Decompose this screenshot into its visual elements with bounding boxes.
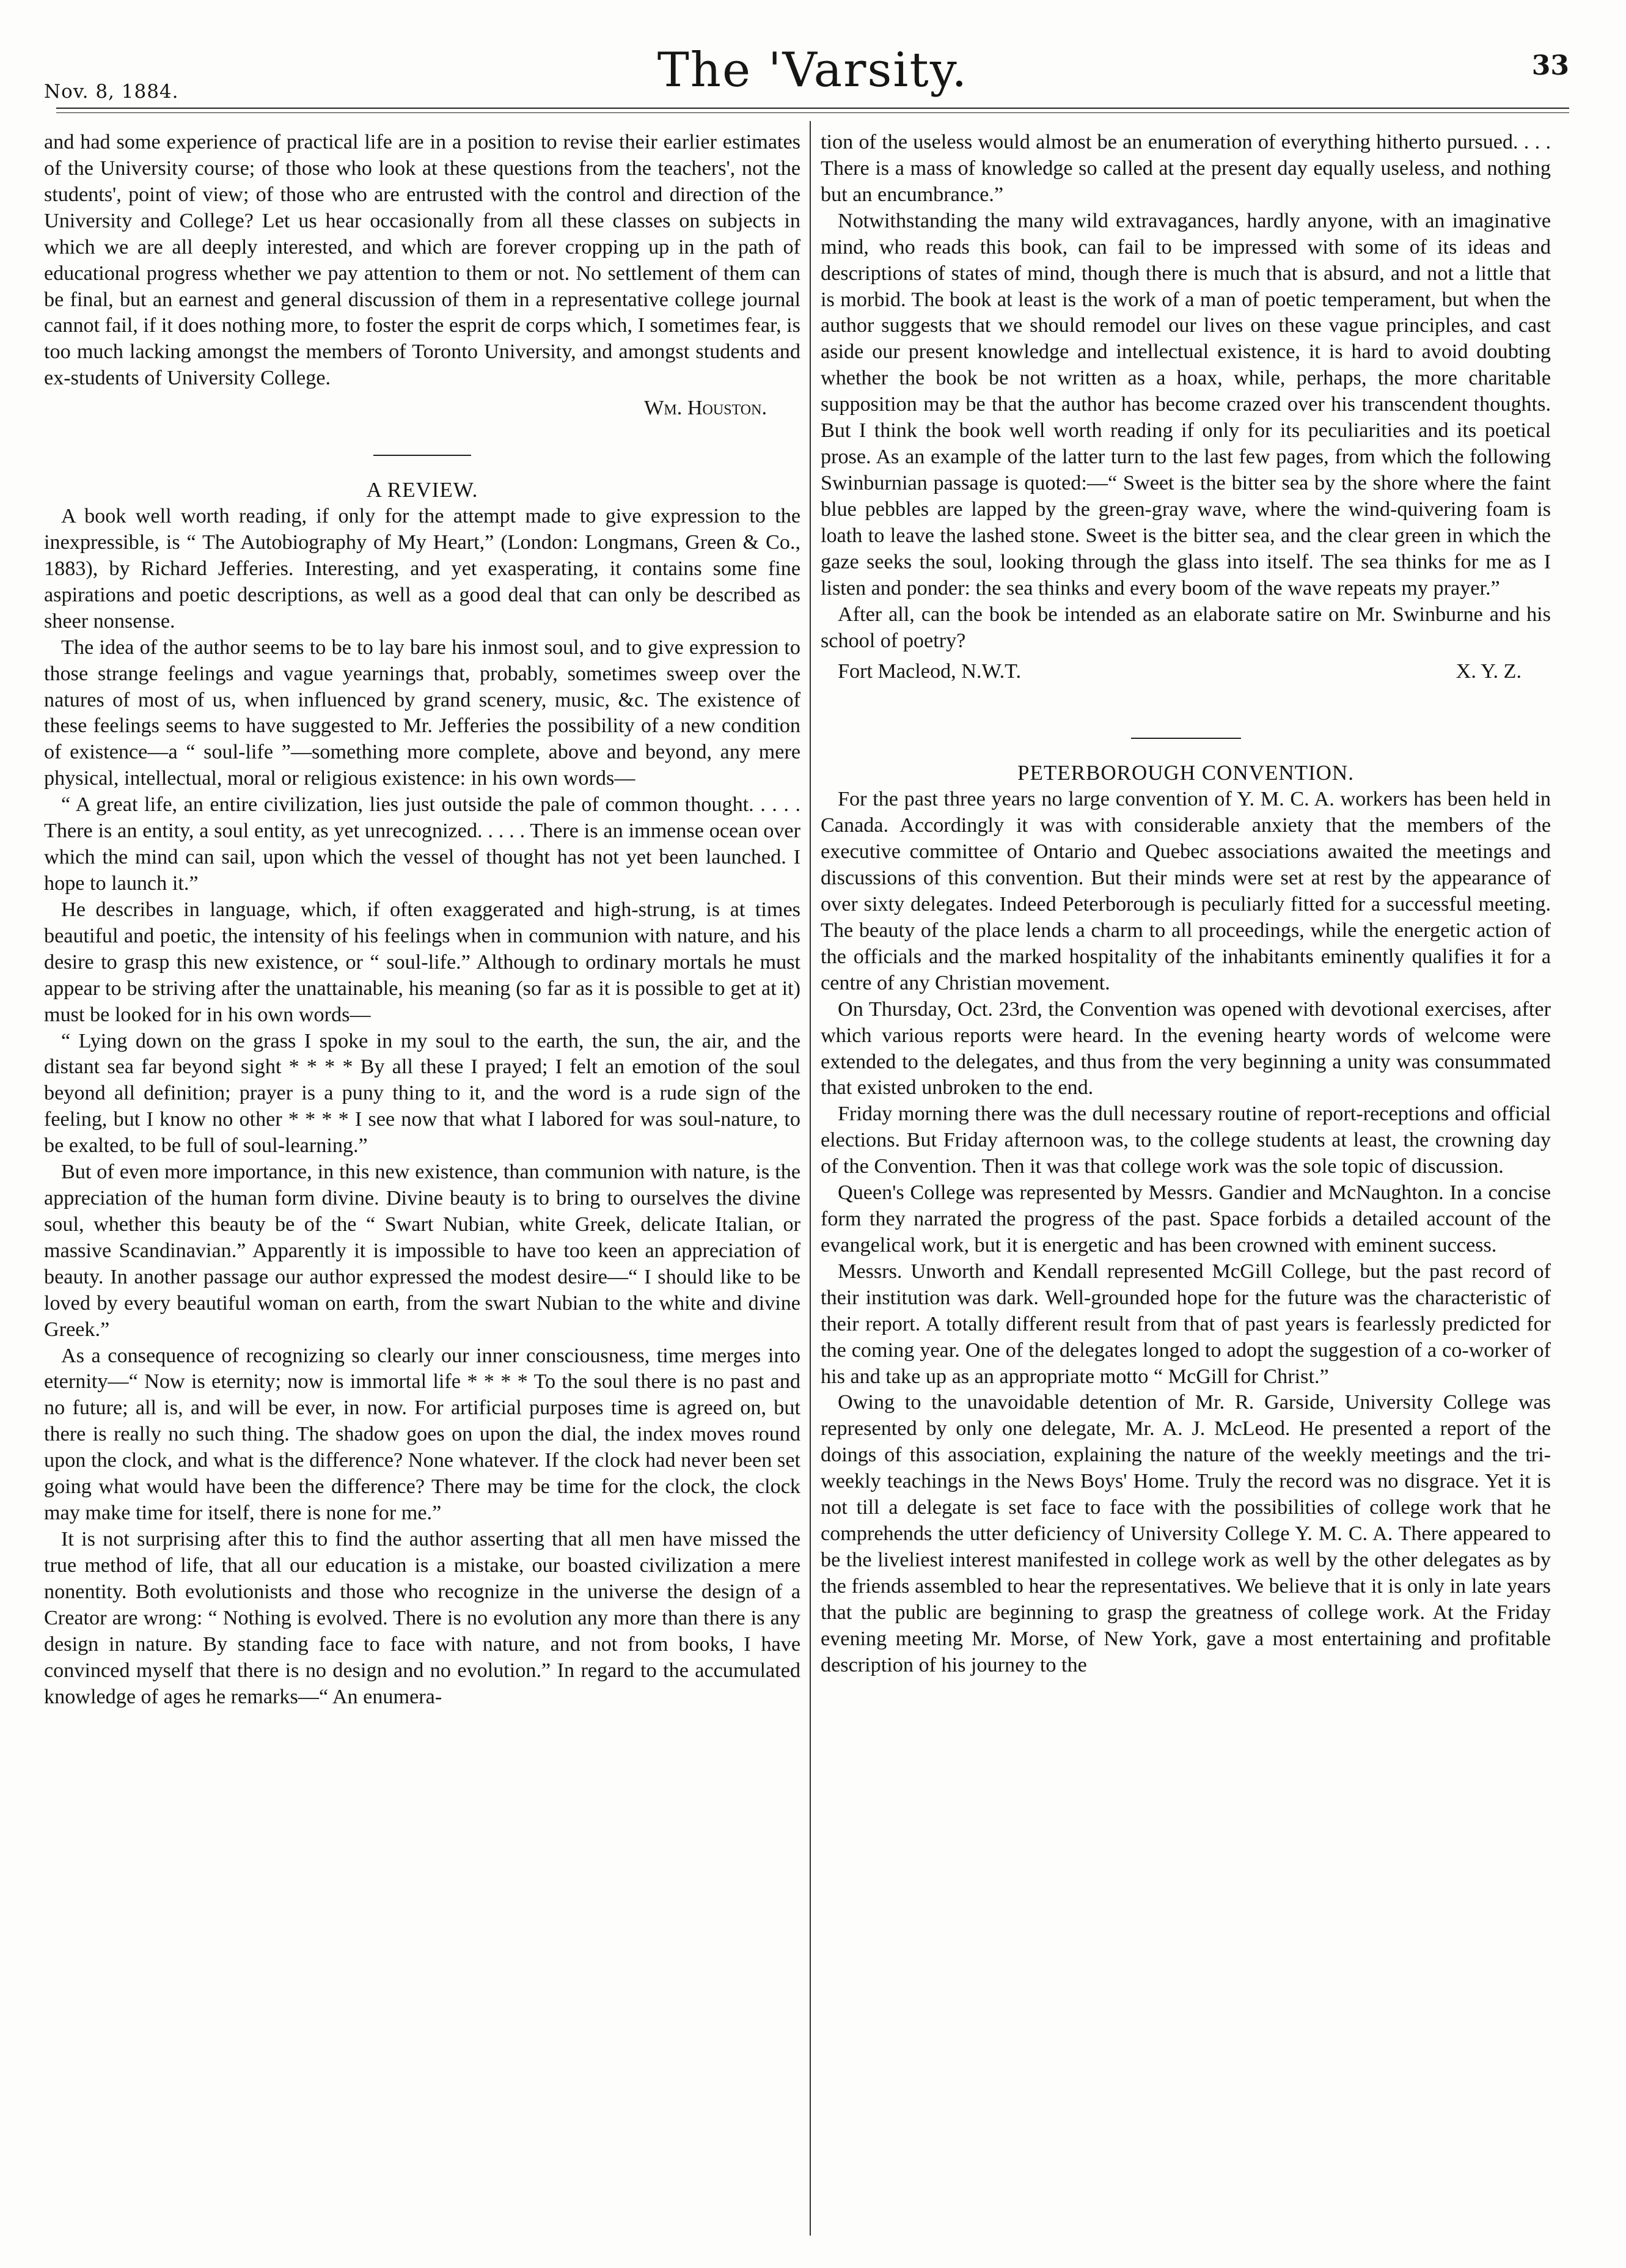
- header-rule-top: [56, 108, 1569, 109]
- review-paragraph: The idea of the author seems to be to lay bare his inmost soul, and to give expression to those strange feelings and vague yearnings that, probably, sometimes sweep over the natures of most of us, when influenced by grand scenery, music, &c. The existence of these feelings seems to have suggested to Mr. Jefferies the possibility of a new condition of existence—a “ soul-life ”—something more complete, above and beyond, any mere physical, intellectual, moral or religious existence: in his own words—: [44, 636, 800, 790]
- article-continuation: and had some experience of practical life are in a position to revise their earlier estimates of the University course; of those who look at these questions from the teachers', not the students', point of view; of those who are entrusted with the control and direction of the University and College? Let us hear occasionally from all these classes on subjects in which we are all deeply interested, and which are forever cropping up in the path of educational progress whether we pay attention to them or not. No settlement of them can be final, but an earnest and general discussion of them in a representative college journal cannot fail, if it does nothing more, to foster the esprit de corps which, I sometimes fear, is too much lacking amongst the members of Toronto University, and amongst students and ex-students of University College.: [44, 131, 800, 390]
- review-paragraph: A book well worth reading, if only for the attempt made to give expression to the inexpressible, is “ The Autobiography of My Heart,” (London: Longmans, Green & Co., 1883), by Richard Jefferies. Interesting, and yet exasperating, it contains some fine aspirations and poetic descriptions, as well as a good deal that can only be described as sheer nonsense.: [44, 505, 800, 633]
- left-column: [44, 130, 800, 1710]
- review-paragraph: He describes in language, which, if often exaggerated and high-strung, is at times beautiful and poetic, the intensity of his feelings when in communion with nature, and his desire to grasp this new existence, or “ soul-life.” Although to ordinary mortals he must appear to be striving after the unattainable, his meaning (so far as it is possible to get at it) must be looked for in his own words—: [44, 898, 800, 1026]
- convention-paragraph: Queen's College was represented by Messrs. Gandier and McNaughton. In a concise form they narrated the progress of the past. Space forbids a detailed account of the evangelical work, but it is energetic and has been crowned with eminent success.: [821, 1181, 1551, 1257]
- column-divider: [810, 121, 811, 2236]
- review-heading: A REVIEW.: [366, 478, 478, 502]
- review-paragraph: After all, can the book be intended as an elaborate satire on Mr. Swinburne and his school of poetry?: [821, 603, 1551, 652]
- masthead: [44, 37, 1569, 104]
- convention-paragraph: Friday morning there was the dull necessary routine of report-receptions and official elections. But Friday afternoon was, to the college students at least, the crowning day of the Convention. Then it was that college work was the sole topic of discussion.: [821, 1103, 1551, 1178]
- convention-paragraph: For the past three years no large convention of Y. M. C. A. workers has been held in Canada. Accordingly it was with considerable anxiety that the members of the executive committee of Ontario and Quebec associations awaited the meetings and discussions of this convention. But their minds were set at rest by the appearance of over sixty delegates. Indeed Peterborough is peculiarly fitted for a successful meeting. The beauty of the place lends a charm to all proceedings, while the energetic action of the officials and the marked hospitality of the inhabitants eminently qualifies it for a centre of any Christian movement.: [821, 788, 1551, 994]
- convention-paragraph: Messrs. Unworth and Kendall represented McGill College, but the past record of their institution was dark. Well-grounded hope for the future was the characteristic of their report. A totally different result from that of past years is fearlessly predicted for the coming year. One of the delegates longed to adopt the suggestion of a co-worker of his and take up as an appropriate motto “ McGill for Christ.”: [821, 1260, 1551, 1388]
- review-paragraph: Notwithstanding the many wild extravagances, hardly anyone, with an imaginative mind, who reads this book, can fail to be impressed with some of its ideas and descriptions of states of mind, though there is much that is absurd, and not a little that is morbid. The book at least is the work of a man of poetic temperament, but when the author suggests that we should remodel our lives on these vague principles, and cast aside our present knowledge and intellectual existence, it is hard to avoid doubting whether the book be not written as a hoax, while, perhaps, the more charitable supposition may be that the author has become crazed over his transcendent thoughts. But I think the book well worth reading if only for its peculiarities and its poetical prose. As an example of the latter turn to the last few pages, from which the following Swinburnian passage is quoted:—“ Sweet is the bitter sea by the shore where the faint blue pebbles are lapped by the green-gray wave, where the wind-quivering foam is loath to leave the lashed stone. Sweet is the bitter sea, and the clear green in which the gaze seeks the soul, looking through the glass into itself. The sea thinks for me as I listen and ponder: the sea thinks and every boom of the wave repeats my prayer.”: [821, 209, 1551, 600]
- issue-date: Nov. 8, 1884.: [44, 81, 179, 103]
- review-signature: X. Y. Z.: [1456, 660, 1522, 683]
- newspaper-title: The 'Varsity.: [657, 43, 969, 98]
- review-quote: “ A great life, an entire civilization, lies just outside the pale of common thought. . . . . There is an entity, a soul entity, as yet unrecognized. . . . . There is an immense ocean over which the mind can sail, upon which the vessel of thought has not yet been launched. I hope to launch it.”: [44, 793, 800, 895]
- convention-heading: PETERBOROUGH CONVENTION.: [1017, 761, 1354, 785]
- review-place: Fort Macleod, N.W.T.: [838, 660, 1022, 683]
- section-separator: [1131, 738, 1241, 739]
- page-number: 33: [1531, 50, 1569, 81]
- right-column: [821, 130, 1551, 1679]
- review-paragraph: It is not surprising after this to find the author asserting that all men have missed the true method of life, that all our education is a mistake, our boasted civilization a mere nonentity. Both evolutionists and those who recognize in the universe the design of a Creator are wrong: “ Nothing is evolved. There is no evolution any more than there is any design in nature. By standing face to face with nature, and not from books, I have convinced myself that there is no design and no evolution.” In regard to the accumulated knowledge of ages he remarks—“ An enumera-: [44, 1528, 800, 1708]
- section-separator: [373, 455, 471, 456]
- review-paragraph: But of even more importance, in this new existence, than communion with nature, is the appreciation of the human form divine. Divine beauty is to bring to ourselves the divine soul, whether this beauty be of the “ Swart Nubian, white Greek, delicate Italian, or massive Scandinavian.” Apparently it is impossible to have too keen an appreciation of beauty. In another passage our author expressed the modest desire—“ I should like to be loved by every beautiful woman on earth, from the swart Nubian to the white and divine Greek.”: [44, 1161, 800, 1341]
- review-continuation: tion of the useless would almost be an enumeration of everything hitherto pursued. . . . There is a mass of knowledge so called at the present day equally useless, and nothing but an encumbrance.”: [821, 131, 1551, 206]
- review-paragraph: As a consequence of recognizing so clearly our inner consciousness, time merges into eternity—“ Now is eternity; now is immortal life * * * * To the soul there is no past and no future; all is, and will be ever, in now. For artificial purposes time is agreed on, but there is really no such thing. The shadow goes on upon the dial, the index moves round upon the clock, and what is the difference? None whatever. If the clock had never been set going what would have been the difference? There may be time for the clock, the clock may make time for itself, there is none for me.”: [44, 1344, 800, 1525]
- convention-paragraph: On Thursday, Oct. 23rd, the Convention was opened with devotional exercises, after which various reports were heard. In the evening hearty words of welcome were extended to the delegates, and thus from the very beginning a unity was consummated that existed unbroken to the end.: [821, 997, 1551, 1099]
- author-signature: Wm. Houston.: [644, 397, 767, 420]
- header-rule-bottom: [56, 112, 1569, 113]
- review-quote: “ Lying down on the grass I spoke in my soul to the earth, the sun, the air, and the distant sea far beyond sight * * * * By all these I prayed; I felt an emotion of the soul beyond all definition; prayer is a puny thing to it, and the word is a rude sign of the feeling, but I know no other * * * * I see now that what I labored for was soul-nature, to be exalted, to be full of soul-learning.”: [44, 1029, 800, 1158]
- review-dateline: [821, 659, 1551, 685]
- convention-paragraph: Owing to the unavoidable detention of Mr. R. Garside, University College was represented by only one delegate, Mr. A. J. McLeod. He presented a report of the doings of this association, explaining the nature of the weekly meetings and the tri-weekly teachings in the News Boys' Home. Truly the record was no disgrace. Yet it is not till a delegate is set face to face with the possibilities of college work that he comprehends the utter deficiency of University College Y. M. C. A. There appeared to be the liveliest interest manifested in college work as well by the other delegates as by the friends assembled to hear the representatives. We believe that it is only in late years that the public are beginning to grasp the greatness of college work. At the Friday evening meeting Mr. Morse, of New York, gave a most entertaining and profitable description of his journey to the: [821, 1391, 1551, 1676]
